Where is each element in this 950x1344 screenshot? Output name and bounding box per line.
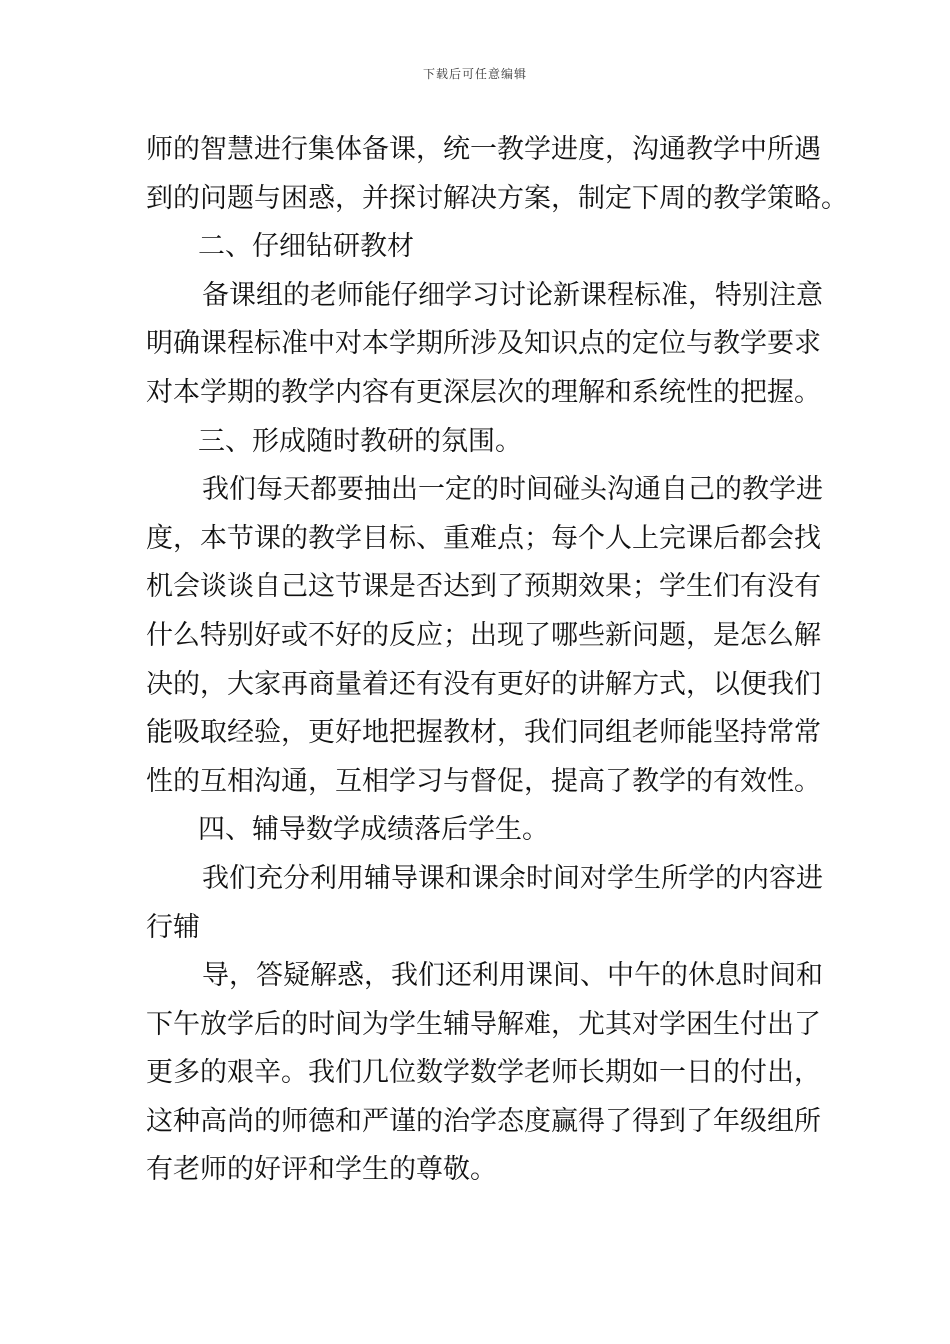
section-heading: 四、辅导数学成绩落后学生。 (198, 814, 549, 846)
page-header: 下载后可任意编辑 (422, 67, 527, 81)
body-line: 我们每天都要抽出一定的时间碰头沟通自己的教学进 (202, 474, 823, 506)
body-line: 师的智慧进行集体备课，统一教学进度，沟通教学中所遇 (146, 134, 821, 165)
body-line: 机会谈谈自己这节课是否达到了预期效果；学生们有没有 (146, 571, 821, 603)
body-line: 性的互相沟通，互相学习与督促，提高了教学的有效性。 (146, 765, 821, 797)
body-line: 行辅 (146, 911, 200, 943)
body-line: 到的问题与困惑，并探讨解决方案，制定下周的教学策略。 (146, 182, 848, 214)
section-heading: 三、形成随时教研的氛围。 (198, 425, 522, 457)
document-body (146, 126, 848, 1195)
body-line: 下午放学后的时间为学生辅导解难，尤其对学困生付出了 (146, 1008, 821, 1040)
section-heading: 二、仔细钻研教材 (198, 231, 414, 263)
body-line: 什么特别好或不好的反应；出现了哪些新问题，是怎么解 (146, 619, 821, 651)
body-line: 备课组的老师能仔细学习讨论新课程标准，特别注意 (202, 279, 823, 311)
body-line: 有老师的好评和学生的尊敬。 (146, 1154, 497, 1186)
body-line: 决的，大家再商量着还有没有更好的讲解方式，以便我们 (146, 668, 821, 700)
body-line: 我们充分利用辅导课和课余时间对学生所学的内容进 (202, 862, 823, 894)
body-line: 度，本节课的教学目标、重难点；每个人上完课后都会找 (146, 522, 821, 554)
body-line: 对本学期的教学内容有更深层次的理解和系统性的把握。 (146, 376, 821, 408)
body-line: 导，答疑解惑，我们还利用课间、中午的休息时间和 (202, 960, 823, 992)
body-line: 更多的艰辛。我们几位数学数学老师长期如一日的付出， (146, 1057, 821, 1089)
body-line: 能吸取经验，更好地把握教材，我们同组老师能坚持常常 (146, 717, 821, 749)
body-line: 这种高尚的师德和严谨的治学态度赢得了得到了年级组所 (146, 1105, 821, 1137)
body-line: 明确课程标准中对本学期所涉及知识点的定位与教学要求 (146, 328, 821, 360)
